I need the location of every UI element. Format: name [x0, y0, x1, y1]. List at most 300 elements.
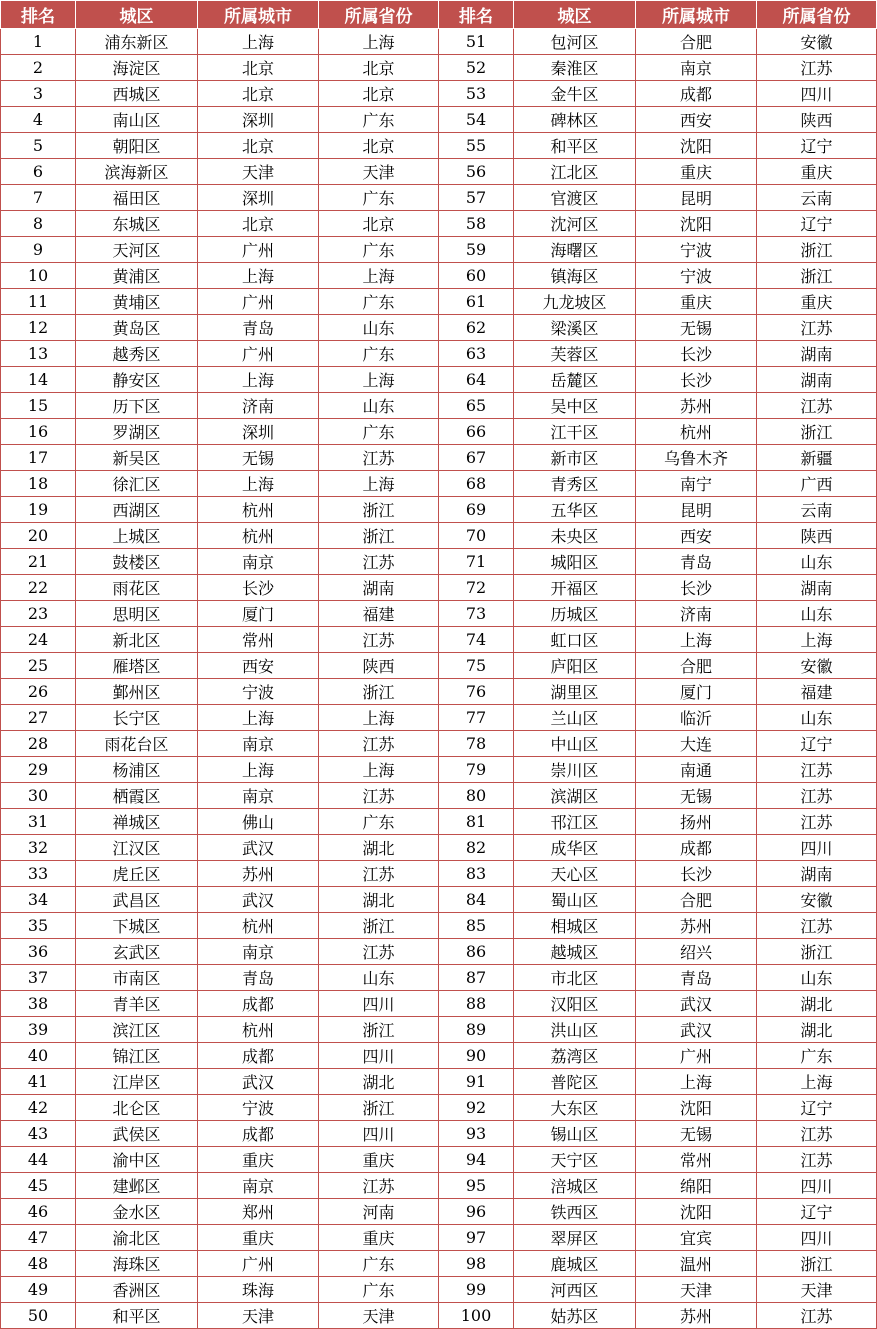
district-cell: 兰山区 — [514, 705, 636, 731]
district-cell: 虎丘区 — [76, 861, 198, 887]
district-cell: 西城区 — [76, 81, 198, 107]
province-cell: 江苏 — [319, 783, 439, 809]
city-cell: 天津 — [198, 159, 319, 185]
district-cell: 滨湖区 — [514, 783, 636, 809]
rank-cell: 24 — [1, 627, 76, 653]
province-cell: 浙江 — [319, 1095, 439, 1121]
rank-cell: 14 — [1, 367, 76, 393]
district-cell: 崇川区 — [514, 757, 636, 783]
province-cell: 江苏 — [319, 445, 439, 471]
city-cell: 济南 — [636, 601, 757, 627]
city-cell: 上海 — [198, 757, 319, 783]
province-cell: 云南 — [757, 497, 877, 523]
header-rank-left: 排名 — [1, 1, 76, 29]
table-row — [1, 393, 877, 419]
province-cell: 山东 — [757, 965, 877, 991]
province-cell: 江苏 — [757, 809, 877, 835]
district-cell: 庐阳区 — [514, 653, 636, 679]
city-cell: 长沙 — [198, 575, 319, 601]
rank-cell: 45 — [1, 1173, 76, 1199]
province-cell: 广东 — [319, 107, 439, 133]
table-row — [1, 1043, 877, 1069]
province-cell: 山东 — [319, 965, 439, 991]
province-cell: 北京 — [319, 55, 439, 81]
district-cell: 黄浦区 — [76, 263, 198, 289]
table-row — [1, 627, 877, 653]
table-row — [1, 1251, 877, 1277]
rank-cell: 26 — [1, 679, 76, 705]
rank-cell: 80 — [439, 783, 514, 809]
table-row — [1, 861, 877, 887]
district-cell: 海淀区 — [76, 55, 198, 81]
district-cell: 滨海新区 — [76, 159, 198, 185]
province-cell: 湖北 — [319, 1069, 439, 1095]
table-row — [1, 835, 877, 861]
province-cell: 陕西 — [757, 523, 877, 549]
city-cell: 成都 — [636, 835, 757, 861]
province-cell: 北京 — [319, 133, 439, 159]
district-cell: 天宁区 — [514, 1147, 636, 1173]
province-cell: 重庆 — [757, 159, 877, 185]
district-cell: 雁塔区 — [76, 653, 198, 679]
district-cell: 禅城区 — [76, 809, 198, 835]
district-cell: 越秀区 — [76, 341, 198, 367]
city-cell: 合肥 — [636, 653, 757, 679]
city-cell: 绵阳 — [636, 1173, 757, 1199]
rank-cell: 71 — [439, 549, 514, 575]
city-cell: 扬州 — [636, 809, 757, 835]
district-cell: 雨花台区 — [76, 731, 198, 757]
district-cell: 青秀区 — [514, 471, 636, 497]
rank-cell: 1 — [1, 29, 76, 55]
district-cell: 江汉区 — [76, 835, 198, 861]
city-cell: 珠海 — [198, 1277, 319, 1303]
city-cell: 长沙 — [636, 861, 757, 887]
province-cell: 辽宁 — [757, 133, 877, 159]
district-cell: 杨浦区 — [76, 757, 198, 783]
city-cell: 武汉 — [198, 835, 319, 861]
district-cell: 开福区 — [514, 575, 636, 601]
province-cell: 江苏 — [319, 731, 439, 757]
rank-cell: 4 — [1, 107, 76, 133]
rank-cell: 39 — [1, 1017, 76, 1043]
city-cell: 杭州 — [198, 523, 319, 549]
province-cell: 浙江 — [757, 419, 877, 445]
rank-cell: 81 — [439, 809, 514, 835]
province-cell: 浙江 — [319, 523, 439, 549]
district-cell: 江干区 — [514, 419, 636, 445]
rank-cell: 42 — [1, 1095, 76, 1121]
province-cell: 辽宁 — [757, 211, 877, 237]
city-cell: 无锡 — [636, 1121, 757, 1147]
city-cell: 深圳 — [198, 419, 319, 445]
table-row — [1, 1173, 877, 1199]
province-cell: 浙江 — [757, 263, 877, 289]
province-cell: 四川 — [319, 991, 439, 1017]
city-cell: 武汉 — [636, 991, 757, 1017]
province-cell: 江苏 — [319, 939, 439, 965]
rank-cell: 9 — [1, 237, 76, 263]
city-cell: 大连 — [636, 731, 757, 757]
table-row — [1, 211, 877, 237]
table-row — [1, 1069, 877, 1095]
rank-cell: 48 — [1, 1251, 76, 1277]
province-cell: 江苏 — [319, 861, 439, 887]
rank-cell: 36 — [1, 939, 76, 965]
table-row — [1, 55, 877, 81]
district-cell: 玄武区 — [76, 939, 198, 965]
city-cell: 广州 — [198, 237, 319, 263]
city-cell: 南通 — [636, 757, 757, 783]
city-cell: 杭州 — [198, 1017, 319, 1043]
table-row — [1, 601, 877, 627]
rank-cell: 54 — [439, 107, 514, 133]
province-cell: 北京 — [319, 211, 439, 237]
city-cell: 西安 — [636, 523, 757, 549]
rank-cell: 8 — [1, 211, 76, 237]
district-cell: 湖里区 — [514, 679, 636, 705]
district-cell: 建邺区 — [76, 1173, 198, 1199]
header-city-left: 所属城市 — [198, 1, 319, 29]
table-row — [1, 1303, 877, 1329]
district-cell: 浦东新区 — [76, 29, 198, 55]
rank-cell: 46 — [1, 1199, 76, 1225]
rank-cell: 29 — [1, 757, 76, 783]
province-cell: 广东 — [319, 419, 439, 445]
province-cell: 江苏 — [757, 783, 877, 809]
city-cell: 重庆 — [636, 289, 757, 315]
district-cell: 栖霞区 — [76, 783, 198, 809]
district-cell: 碑林区 — [514, 107, 636, 133]
district-cell: 翠屏区 — [514, 1225, 636, 1251]
district-cell: 新市区 — [514, 445, 636, 471]
rank-cell: 33 — [1, 861, 76, 887]
rank-cell: 43 — [1, 1121, 76, 1147]
city-cell: 南京 — [198, 549, 319, 575]
city-cell: 广州 — [636, 1043, 757, 1069]
district-cell: 普陀区 — [514, 1069, 636, 1095]
rank-cell: 100 — [439, 1303, 514, 1329]
table-row — [1, 133, 877, 159]
city-cell: 武汉 — [198, 887, 319, 913]
city-cell: 无锡 — [198, 445, 319, 471]
table-row — [1, 939, 877, 965]
rank-cell: 28 — [1, 731, 76, 757]
header-district-right: 城区 — [514, 1, 636, 29]
city-cell: 成都 — [636, 81, 757, 107]
city-cell: 合肥 — [636, 29, 757, 55]
rank-cell: 97 — [439, 1225, 514, 1251]
province-cell: 四川 — [319, 1043, 439, 1069]
city-cell: 宁波 — [636, 237, 757, 263]
rank-cell: 65 — [439, 393, 514, 419]
rank-cell: 67 — [439, 445, 514, 471]
city-cell: 重庆 — [198, 1225, 319, 1251]
district-cell: 汉阳区 — [514, 991, 636, 1017]
city-cell: 沈阳 — [636, 211, 757, 237]
rank-cell: 79 — [439, 757, 514, 783]
city-cell: 深圳 — [198, 107, 319, 133]
province-cell: 辽宁 — [757, 731, 877, 757]
district-cell: 河西区 — [514, 1277, 636, 1303]
city-cell: 宁波 — [198, 679, 319, 705]
district-cell: 和平区 — [76, 1303, 198, 1329]
district-cell: 金水区 — [76, 1199, 198, 1225]
rank-cell: 69 — [439, 497, 514, 523]
table-row — [1, 1225, 877, 1251]
province-cell: 上海 — [319, 757, 439, 783]
district-cell: 秦淮区 — [514, 55, 636, 81]
rank-cell: 2 — [1, 55, 76, 81]
province-cell: 江苏 — [757, 55, 877, 81]
district-cell: 海珠区 — [76, 1251, 198, 1277]
city-cell: 绍兴 — [636, 939, 757, 965]
rank-cell: 85 — [439, 913, 514, 939]
province-cell: 辽宁 — [757, 1199, 877, 1225]
table-row — [1, 1017, 877, 1043]
table-row — [1, 913, 877, 939]
province-cell: 云南 — [757, 185, 877, 211]
province-cell: 广东 — [319, 237, 439, 263]
province-cell: 山东 — [757, 601, 877, 627]
province-cell: 上海 — [319, 263, 439, 289]
table-header-row — [1, 1, 877, 29]
rank-cell: 86 — [439, 939, 514, 965]
rank-cell: 95 — [439, 1173, 514, 1199]
city-cell: 北京 — [198, 211, 319, 237]
district-cell: 鄞州区 — [76, 679, 198, 705]
header-city-right: 所属城市 — [636, 1, 757, 29]
district-cell: 福田区 — [76, 185, 198, 211]
city-cell: 沈阳 — [636, 1199, 757, 1225]
province-cell: 上海 — [757, 1069, 877, 1095]
province-cell: 湖北 — [319, 835, 439, 861]
city-cell: 南京 — [636, 55, 757, 81]
city-cell: 南京 — [198, 783, 319, 809]
province-cell: 湖南 — [319, 575, 439, 601]
city-cell: 长沙 — [636, 341, 757, 367]
province-cell: 四川 — [757, 81, 877, 107]
city-cell: 乌鲁木齐 — [636, 445, 757, 471]
city-cell: 常州 — [636, 1147, 757, 1173]
city-cell: 青岛 — [198, 315, 319, 341]
district-cell: 新吴区 — [76, 445, 198, 471]
city-cell: 成都 — [198, 1043, 319, 1069]
rank-cell: 22 — [1, 575, 76, 601]
table-row — [1, 237, 877, 263]
rank-cell: 68 — [439, 471, 514, 497]
city-cell: 武汉 — [198, 1069, 319, 1095]
district-cell: 中山区 — [514, 731, 636, 757]
district-cell: 邗江区 — [514, 809, 636, 835]
city-cell: 天津 — [636, 1277, 757, 1303]
province-cell: 天津 — [319, 1303, 439, 1329]
district-cell: 历下区 — [76, 393, 198, 419]
city-cell: 上海 — [198, 263, 319, 289]
table-row — [1, 81, 877, 107]
city-cell: 常州 — [198, 627, 319, 653]
table-row — [1, 1095, 877, 1121]
province-cell: 广东 — [319, 289, 439, 315]
city-cell: 广州 — [198, 341, 319, 367]
province-cell: 广东 — [319, 341, 439, 367]
province-cell: 四川 — [319, 1121, 439, 1147]
city-cell: 苏州 — [636, 1303, 757, 1329]
district-cell: 江北区 — [514, 159, 636, 185]
province-cell: 湖南 — [757, 861, 877, 887]
rank-cell: 66 — [439, 419, 514, 445]
province-cell: 广东 — [319, 185, 439, 211]
city-cell: 北京 — [198, 55, 319, 81]
district-cell: 黄埔区 — [76, 289, 198, 315]
rank-cell: 96 — [439, 1199, 514, 1225]
province-cell: 湖南 — [757, 575, 877, 601]
province-cell: 湖南 — [757, 367, 877, 393]
city-cell: 上海 — [198, 471, 319, 497]
table-row — [1, 575, 877, 601]
rank-cell: 72 — [439, 575, 514, 601]
city-cell: 北京 — [198, 133, 319, 159]
rank-cell: 18 — [1, 471, 76, 497]
rank-cell: 77 — [439, 705, 514, 731]
city-cell: 沈阳 — [636, 133, 757, 159]
district-cell: 岳麓区 — [514, 367, 636, 393]
district-cell: 静安区 — [76, 367, 198, 393]
city-cell: 厦门 — [198, 601, 319, 627]
header-province-right: 所属省份 — [757, 1, 877, 29]
city-cell: 南京 — [198, 731, 319, 757]
district-cell: 青羊区 — [76, 991, 198, 1017]
district-cell: 历城区 — [514, 601, 636, 627]
city-cell: 南京 — [198, 939, 319, 965]
city-cell: 苏州 — [198, 861, 319, 887]
table-body — [1, 29, 877, 1329]
district-cell: 天河区 — [76, 237, 198, 263]
rank-cell: 89 — [439, 1017, 514, 1043]
table-row — [1, 159, 877, 185]
rank-cell: 90 — [439, 1043, 514, 1069]
rank-cell: 63 — [439, 341, 514, 367]
province-cell: 山东 — [757, 705, 877, 731]
district-cell: 虹口区 — [514, 627, 636, 653]
city-cell: 西安 — [636, 107, 757, 133]
city-cell: 天津 — [198, 1303, 319, 1329]
rank-cell: 44 — [1, 1147, 76, 1173]
city-cell: 武汉 — [636, 1017, 757, 1043]
city-cell: 合肥 — [636, 887, 757, 913]
city-cell: 成都 — [198, 991, 319, 1017]
table-row — [1, 1277, 877, 1303]
province-cell: 湖北 — [319, 887, 439, 913]
rank-cell: 83 — [439, 861, 514, 887]
table-row — [1, 783, 877, 809]
city-cell: 苏州 — [636, 913, 757, 939]
district-cell: 未央区 — [514, 523, 636, 549]
province-cell: 河南 — [319, 1199, 439, 1225]
rank-cell: 10 — [1, 263, 76, 289]
city-cell: 上海 — [636, 627, 757, 653]
district-cell: 沈河区 — [514, 211, 636, 237]
rank-cell: 59 — [439, 237, 514, 263]
city-cell: 南京 — [198, 1173, 319, 1199]
province-cell: 四川 — [757, 1225, 877, 1251]
district-cell: 香洲区 — [76, 1277, 198, 1303]
rank-cell: 21 — [1, 549, 76, 575]
province-cell: 陕西 — [319, 653, 439, 679]
district-cell: 鹿城区 — [514, 1251, 636, 1277]
rank-cell: 92 — [439, 1095, 514, 1121]
city-cell: 广州 — [198, 1251, 319, 1277]
province-cell: 福建 — [757, 679, 877, 705]
district-cell: 九龙坡区 — [514, 289, 636, 315]
table-row — [1, 549, 877, 575]
district-cell: 雨花区 — [76, 575, 198, 601]
rank-cell: 61 — [439, 289, 514, 315]
table-row — [1, 523, 877, 549]
table-row — [1, 29, 877, 55]
district-cell: 武侯区 — [76, 1121, 198, 1147]
city-cell: 无锡 — [636, 315, 757, 341]
district-cell: 镇海区 — [514, 263, 636, 289]
rank-cell: 58 — [439, 211, 514, 237]
district-cell: 鼓楼区 — [76, 549, 198, 575]
city-cell: 南宁 — [636, 471, 757, 497]
district-cell: 市北区 — [514, 965, 636, 991]
rank-cell: 3 — [1, 81, 76, 107]
city-cell: 长沙 — [636, 367, 757, 393]
district-cell: 上城区 — [76, 523, 198, 549]
table-row — [1, 497, 877, 523]
province-cell: 四川 — [757, 835, 877, 861]
city-cell: 佛山 — [198, 809, 319, 835]
district-cell: 官渡区 — [514, 185, 636, 211]
rank-cell: 64 — [439, 367, 514, 393]
city-cell: 北京 — [198, 81, 319, 107]
rank-cell: 34 — [1, 887, 76, 913]
district-cell: 长宁区 — [76, 705, 198, 731]
rank-cell: 82 — [439, 835, 514, 861]
rank-cell: 30 — [1, 783, 76, 809]
province-cell: 广东 — [757, 1043, 877, 1069]
province-cell: 上海 — [319, 29, 439, 55]
city-cell: 青岛 — [636, 965, 757, 991]
district-cell: 五华区 — [514, 497, 636, 523]
province-cell: 四川 — [757, 1173, 877, 1199]
rank-cell: 93 — [439, 1121, 514, 1147]
rank-cell: 50 — [1, 1303, 76, 1329]
city-cell: 上海 — [198, 367, 319, 393]
province-cell: 湖北 — [757, 1017, 877, 1043]
rank-cell: 70 — [439, 523, 514, 549]
province-cell: 广东 — [319, 809, 439, 835]
province-cell: 江苏 — [757, 1147, 877, 1173]
district-cell: 海曙区 — [514, 237, 636, 263]
city-cell: 宜宾 — [636, 1225, 757, 1251]
city-cell: 无锡 — [636, 783, 757, 809]
district-cell: 金牛区 — [514, 81, 636, 107]
rank-cell: 38 — [1, 991, 76, 1017]
district-cell: 铁西区 — [514, 1199, 636, 1225]
city-cell: 上海 — [636, 1069, 757, 1095]
rank-cell: 37 — [1, 965, 76, 991]
province-cell: 浙江 — [319, 497, 439, 523]
rank-cell: 17 — [1, 445, 76, 471]
table-row — [1, 107, 877, 133]
city-cell: 青岛 — [636, 549, 757, 575]
header-rank-right: 排名 — [439, 1, 514, 29]
district-cell: 东城区 — [76, 211, 198, 237]
district-cell: 西湖区 — [76, 497, 198, 523]
